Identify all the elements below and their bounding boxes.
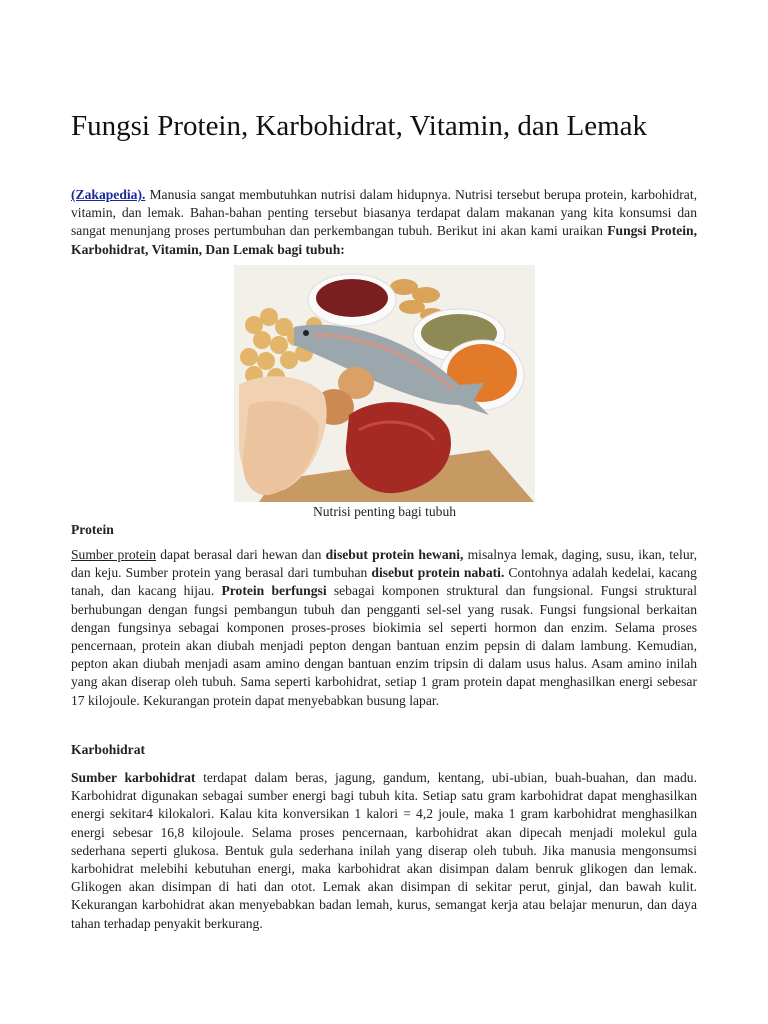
protein-text-3: Contohnya adalah kedelai, kacang tanah, dan kacang hijau. [71, 565, 697, 599]
page-title: Fungsi Protein, Karbohidrat, Vitamin, dan Lemak [71, 110, 648, 142]
protein-bold-3: Protein berfungsi [221, 583, 327, 599]
karbohidrat-text-1: terdapat dalam beras, jagung, gandum, kentang, ubi-ubian, buah-buahan, dan madu. Karbohidrat digunakan sebagai sumber energi bagi tubuh kita. Setiap satu gram karbohidrat dapat menghasilkan energi sekitar4 kilokalori. Kalau kita konversikan 1 kalori = 4,2 joule, maka 1 gram karbohidrat menghasilkan energi sebesar 16,8 kilojoule. Selama proses pencernaan, karbohidrat akan dipecah menjadi molekul gula sederhana seperti glukosa. Bentuk gula sederhana inilah yang diserap oleh tubuh. Jika manusia mengonsumsi karbohidrat melebihi kebutuhan energi, maka karbohidrat akan disimpan dalam benruk glikogen dan lemak. Glikogen akan disimpan di hati dan otot. Lemak akan disimpan di sekitar perut, ginjal, dan bawah kulit. Kekurangan karbohidrat akan menyebabkan badan lemah, kurus, semangat kerja atau belajar menurun, dan daya tahan terhadap penyakit berkurang. [71, 770, 697, 931]
karbohidrat-paragraph [71, 769, 697, 933]
intro-paragraph [71, 186, 697, 259]
protein-heading: Protein [71, 522, 114, 537]
intro-text: Manusia sangat membutuhkan nutrisi dalam hidupnya. Nutrisi tersebut berupa protein, karbohidrat, vitamin, dan lemak. Bahan-bahan penting tersebut biasanya terdapat dalam makanan yang kita konsumsi dan sangat menunjang proses pertumbuhan dan perkembangan tubuh. Berikut ini akan kami uraikan [71, 187, 697, 239]
source-link[interactable]: (Zakapedia). [71, 187, 146, 202]
nutrition-food-image [234, 265, 535, 502]
protein-text-1: dapat berasal dari hewan dan [156, 547, 326, 562]
protein-paragraph [71, 546, 697, 710]
protein-text-2: misalnya lemak, daging, susu, ikan, telur, dan keju. Sumber protein yang berasal dari tumbuhan [71, 547, 697, 581]
protein-bold-1: disebut protein hewani, [325, 547, 464, 562]
intro-bold-text: Fungsi Protein, Karbohidrat, Vitamin, Dan Lemak bagi tubuh: [71, 223, 697, 257]
protein-text-4: sebagai komponen struktural dan fungsional. Fungsi struktural berhubungan dengan fungsi pembangun tubuh dan pengganti sel-sel yang rusak. Fungsi fungsional berkaitan dengan fungsinya sebagai komponen proses-proses biokimia sel seperti hormon dan enzim. Selama proses pencernaan, protein akan diubah menjadi pepton dengan bantuan enzim pepsin di dalam lambung. Kemudian, pepton akan diubah menjadi asam amino dengan bantuan enzim tripsin di dalam usus halus. Asam amino inilah yang akan diserap oleh tubuh. Sama seperti karbohidrat, setiap 1 gram protein dapat menghasilkan energi sebesar 17 kilojoule. Kekurangan protein dapat menyebabkan busung lapar. [71, 583, 697, 708]
protein-bold-2: disebut protein nabati. [371, 565, 505, 581]
protein-source-link[interactable]: Sumber protein [71, 547, 157, 562]
food-illustration [234, 265, 535, 502]
figure-caption: Nutrisi penting bagi tubuh [312, 504, 457, 519]
karbohidrat-heading: Karbohidrat [71, 742, 146, 757]
karbohidrat-bold-1: Sumber karbohidrat [71, 770, 196, 785]
